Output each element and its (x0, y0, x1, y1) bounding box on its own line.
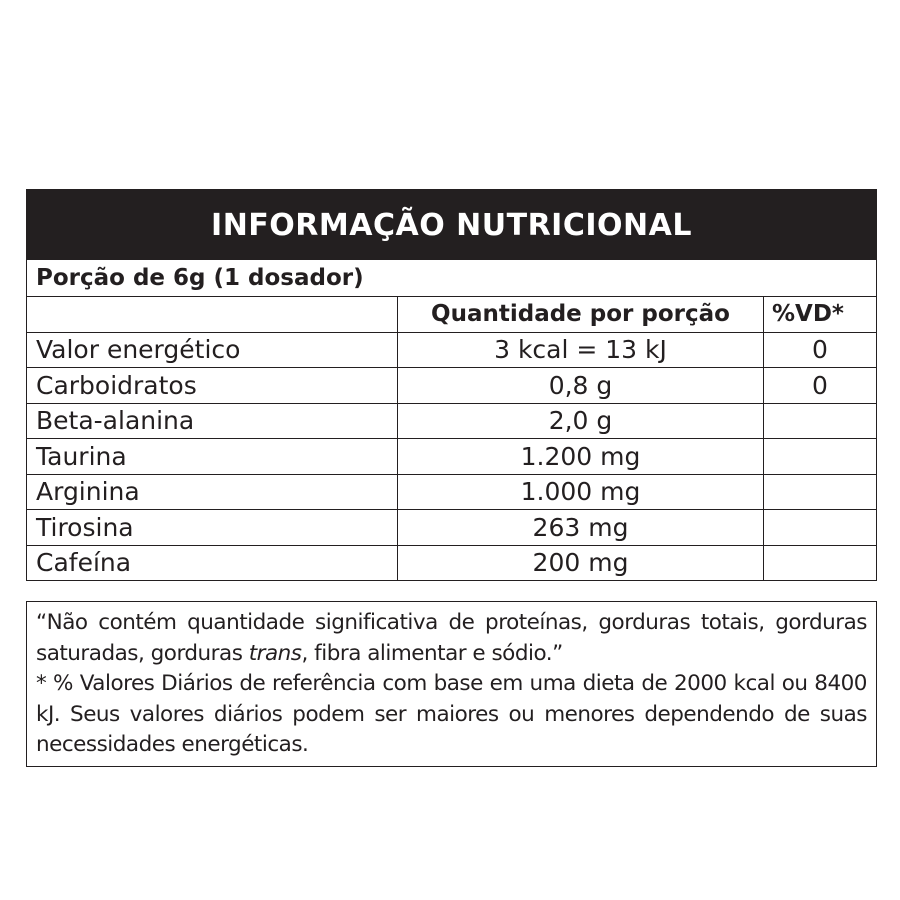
footnote-disclaimer-text: “Não contém quantidade significativa de proteínas, gorduras totais, gorduras saturadas, gorduras (36, 610, 867, 666)
nutrient-daily-value (763, 475, 876, 510)
header-empty-cell (27, 297, 397, 332)
nutrient-name: Valor energético (36, 335, 241, 365)
table-row (27, 545, 876, 581)
table-row (27, 474, 876, 510)
nutrient-quantity: 3 kcal = 13 kJ (397, 333, 763, 368)
nutrient-daily-value: 0 (763, 368, 876, 403)
table-row (27, 403, 876, 439)
nutrient-quantity: 1.200 mg (397, 439, 763, 474)
nutrient-quantity: 263 mg (397, 510, 763, 545)
table-row (27, 332, 876, 368)
footnote-disclaimer-end: , fibra alimentar e sódio.” (301, 640, 563, 666)
nutrient-daily-value (763, 404, 876, 439)
nutrient-quantity: 0,8 g (397, 368, 763, 403)
portion-row (27, 260, 876, 296)
header-quantity: Quantidade por porção (397, 297, 763, 332)
footnote-trans-word: trans (248, 640, 302, 666)
nutrient-name: Cafeína (36, 548, 132, 578)
nutrient-quantity: 1.000 mg (397, 475, 763, 510)
table-row (27, 367, 876, 403)
nutrient-name: Carboidratos (36, 370, 197, 400)
portion-label: Porção de 6g (1 dosador) (36, 265, 364, 291)
nutrient-daily-value (763, 439, 876, 474)
nutrient-daily-value (763, 546, 876, 581)
nutrient-quantity: 200 mg (397, 546, 763, 581)
nutrient-name: Taurina (36, 441, 127, 471)
column-header-row (27, 296, 876, 332)
nutrient-quantity: 2,0 g (397, 404, 763, 439)
table-title: INFORMAÇÃO NUTRICIONAL (27, 190, 876, 260)
footnote-disclaimer (36, 608, 867, 669)
nutrient-name: Beta-alanina (36, 406, 195, 436)
nutrient-daily-value: 0 (763, 333, 876, 368)
nutrient-daily-value (763, 510, 876, 545)
header-daily-value: %VD* (763, 297, 876, 332)
nutrient-name: Arginina (36, 477, 140, 507)
nutrition-table (26, 189, 877, 581)
table-row (27, 509, 876, 545)
table-row (27, 438, 876, 474)
nutrient-name: Tirosina (36, 512, 134, 542)
footnote-box (26, 601, 877, 767)
footnote-daily-values: * % Valores Diários de referência com base em uma dieta de 2000 kcal ou 8400 kJ. Seus valores diários podem ser maiores ou menores dependendo de suas necessidades energéticas. (36, 671, 867, 757)
